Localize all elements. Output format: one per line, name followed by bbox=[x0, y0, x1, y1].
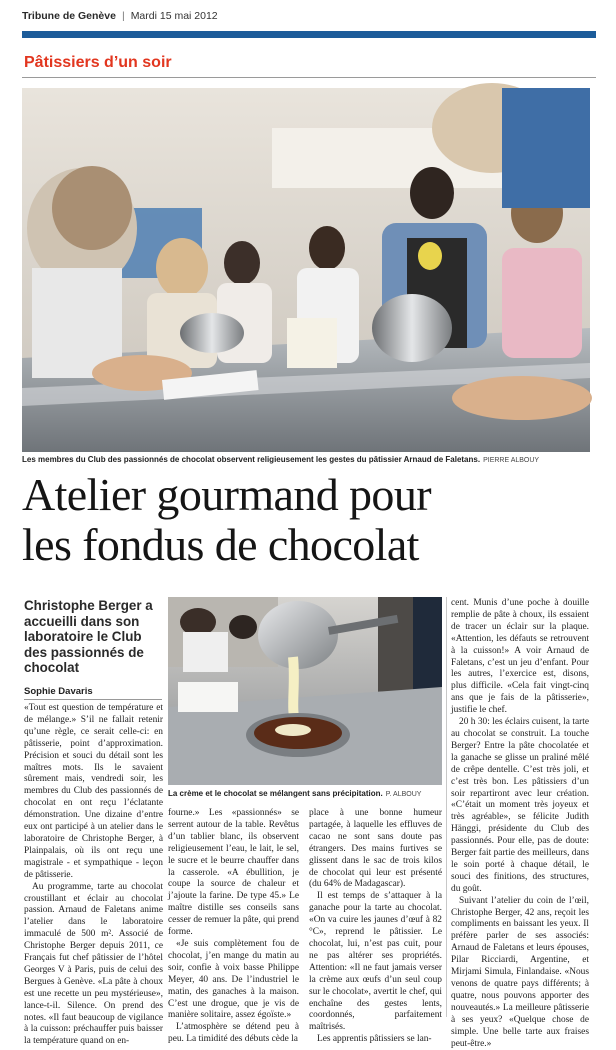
col3-paragraph: place à une bonne humeur partagée, à laquelle les effluves de cacao ne sont sans doute pas étrangers. Des mains furtives se glissent dans le sac de trois kilos de chocolat qui leur est présenté (du 64% de Madagascar). bbox=[309, 808, 442, 890]
masthead bbox=[22, 8, 596, 24]
headline-line-2: les fondus de chocolat bbox=[22, 519, 419, 570]
col1-paragraph: Au programme, tarte au chocolat croustillant et éclair au chocolat passion. Arnaud de Faletans anime l’atelier dans le laboratoire immaculé de 500 m². Associé de Christophe Berger depuis 2011, ce Français fut chef pâtissier de l’hôtel Georges V à Paris, puis de celui des Bergues à Genève. «La pâte à choux est une recette un peu mystérieuse», lance-t-il. Silence. On prend des notes. «Il faut beaucoup de vigilance à la cuisson: préchauffer puis baisser la température quand on en- bbox=[24, 881, 163, 1047]
column-3 bbox=[309, 808, 442, 1046]
main-photo bbox=[22, 88, 590, 452]
section-rule bbox=[22, 77, 596, 78]
masthead-separator: | bbox=[121, 10, 125, 22]
main-photo-illustration bbox=[22, 88, 590, 452]
col3-paragraph: Il est temps de s’attaquer à la ganache pour la tarte au chocolat. «On va cuire les jaunes d’œuf à 82 °C», reprend le pâtissier. Le chocolat, lui, n’est pas cuit, pour ne pas altérer ses propriétés. Attention: «Il ne faut jamais verser la crème aux œufs d’un seul coup sur le chocolat», avertit le chef, qui enchaîne des gestes lents, coordonnés, parfaitement maîtrisés. bbox=[309, 891, 442, 1033]
headline-line-1: Atelier gourmand pour bbox=[22, 469, 431, 520]
main-caption-text: Les membres du Club des passionnés de chocolat observent religieusement les gestes du pâtissier Arnaud de Faletans. bbox=[22, 455, 481, 464]
col4-paragraph: cent. Munis d’une poche à douille remplie de pâte à choux, ils essaient de tracer un éclair sur la plaque. «Attention, les défauts se retrouvent à la cuisson!» A voir Arnaud de Faletans, c’est un jeu d’enfant. Pour les autres, l’exercice est, disons, plus difficile. «Cela fait vingt-cinq ans que je fais de la pâtisserie», justifie le chef. bbox=[451, 598, 589, 716]
inset-photo-credit: P. ALBOUY bbox=[385, 791, 422, 798]
inset-caption-text: La crème et le chocolat se mélangent sans précipitation. bbox=[168, 789, 383, 798]
col3-paragraph: Les apprentis pâtissiers se lan- bbox=[317, 1034, 432, 1045]
newspaper-name: Tribune de Genève bbox=[22, 10, 116, 22]
main-photo-credit: PIERRE ALBOUY bbox=[483, 457, 540, 464]
col4-paragraph: 20 h 30: les éclairs cuisent, la tarte au chocolat se construit. La touche Berger? Entre la pâte chocolatée et la ganache se glisse un praliné mêlé de crêpe dentelle. C’est très joli, et c’est très bon. Les pâtissiers d’un soir repartiront avec leur création. «C’était un moment très joyeux et très agréable», se félicite Judith Hänggi, présidente du Club des passionnés. Pour elle, pas de doute: Berger fait partie des meilleurs, dans le soin porté à chaque détail, le souci des finitions, des structures, du goût. bbox=[451, 717, 589, 894]
byline-rule bbox=[24, 699, 162, 700]
inset-photo-illustration bbox=[168, 597, 442, 785]
inset-photo bbox=[168, 597, 442, 785]
inset-photo-caption bbox=[168, 789, 442, 800]
column-4 bbox=[451, 598, 589, 1050]
column-divider bbox=[446, 597, 447, 1017]
col1-paragraph: «Tout est question de température et de mélange.» S’il ne fallait retenir qu’une règle, ce serait celle-ci: en pâtisserie, point d’approximation. Précision et souci du détail sont les maîtres mots. Ils le savaient sûrement mais, vendredi soir, les membres du Club des passionnés de chocolat en ont reçu l’éclatante démonstration. Une dizaine d’entre eux ont participé à un atelier dans le laboratoire de Christophe Berger, à Plainpalais, où ils ont reçu une magistrale - et sympathique - leçon de pâtisserie. bbox=[24, 703, 163, 880]
section-title: Pâtissiers d’un soir bbox=[24, 54, 172, 71]
issue-date: Mardi 15 mai 2012 bbox=[130, 10, 218, 22]
article-headline bbox=[22, 470, 596, 570]
byline: Sophie Davaris bbox=[24, 686, 93, 697]
masthead-rule bbox=[22, 31, 596, 38]
col2-paragraph: L’atmosphère se détend peu à peu. La timidité des débuts cède la bbox=[168, 1022, 299, 1045]
column-2 bbox=[168, 808, 299, 1046]
article-deck: Christophe Berger a accueilli dans son laboratoire le Club des passionnés de chocolat bbox=[24, 598, 153, 676]
col4-paragraph: Suivant l’atelier du coin de l’œil, Christophe Berger, 42 ans, reçoit les compliments en baissant les yeux. Il préfère parler de ses associés: Arnaud de Faletans et leurs épouses, Pilar Ricciardi, Argentine, et Mirjami Simula, Finlandaise. «Nous venons de quatre pays différents; à quatre, nous pouvons apporter des nouveautés.» La meilleure pâtisserie à ses yeux? «Quelque chose de simple. Une belle tarte aux fraises peut-être.» bbox=[451, 895, 589, 1049]
main-photo-caption bbox=[22, 455, 590, 466]
col2-paragraph: «Je suis complètement fou de chocolat, j’en mange du matin au soir, confie à voix basse Philippe Meyer, 40 ans. De l’industriel le matin, des ganaches à la maison. C’est une drogue, que je vis de manière solitaire, assez égoïste.» bbox=[168, 938, 299, 1021]
column-1 bbox=[24, 703, 163, 1048]
col2-paragraph: fourne.» Les «passionnés» se serrent autour de la table. Revêtus d’un tablier blanc, ils observent religieusement l’eau, le lait, le sel, le sucre et le beurre chauffer dans la casserole. «A ébullition, je coupe la source de chaleur et j’ajoute la farine. De type 45.» Le maître distille ses conseils sans cesser de remuer la pâte, qui prend forme. bbox=[168, 808, 299, 938]
